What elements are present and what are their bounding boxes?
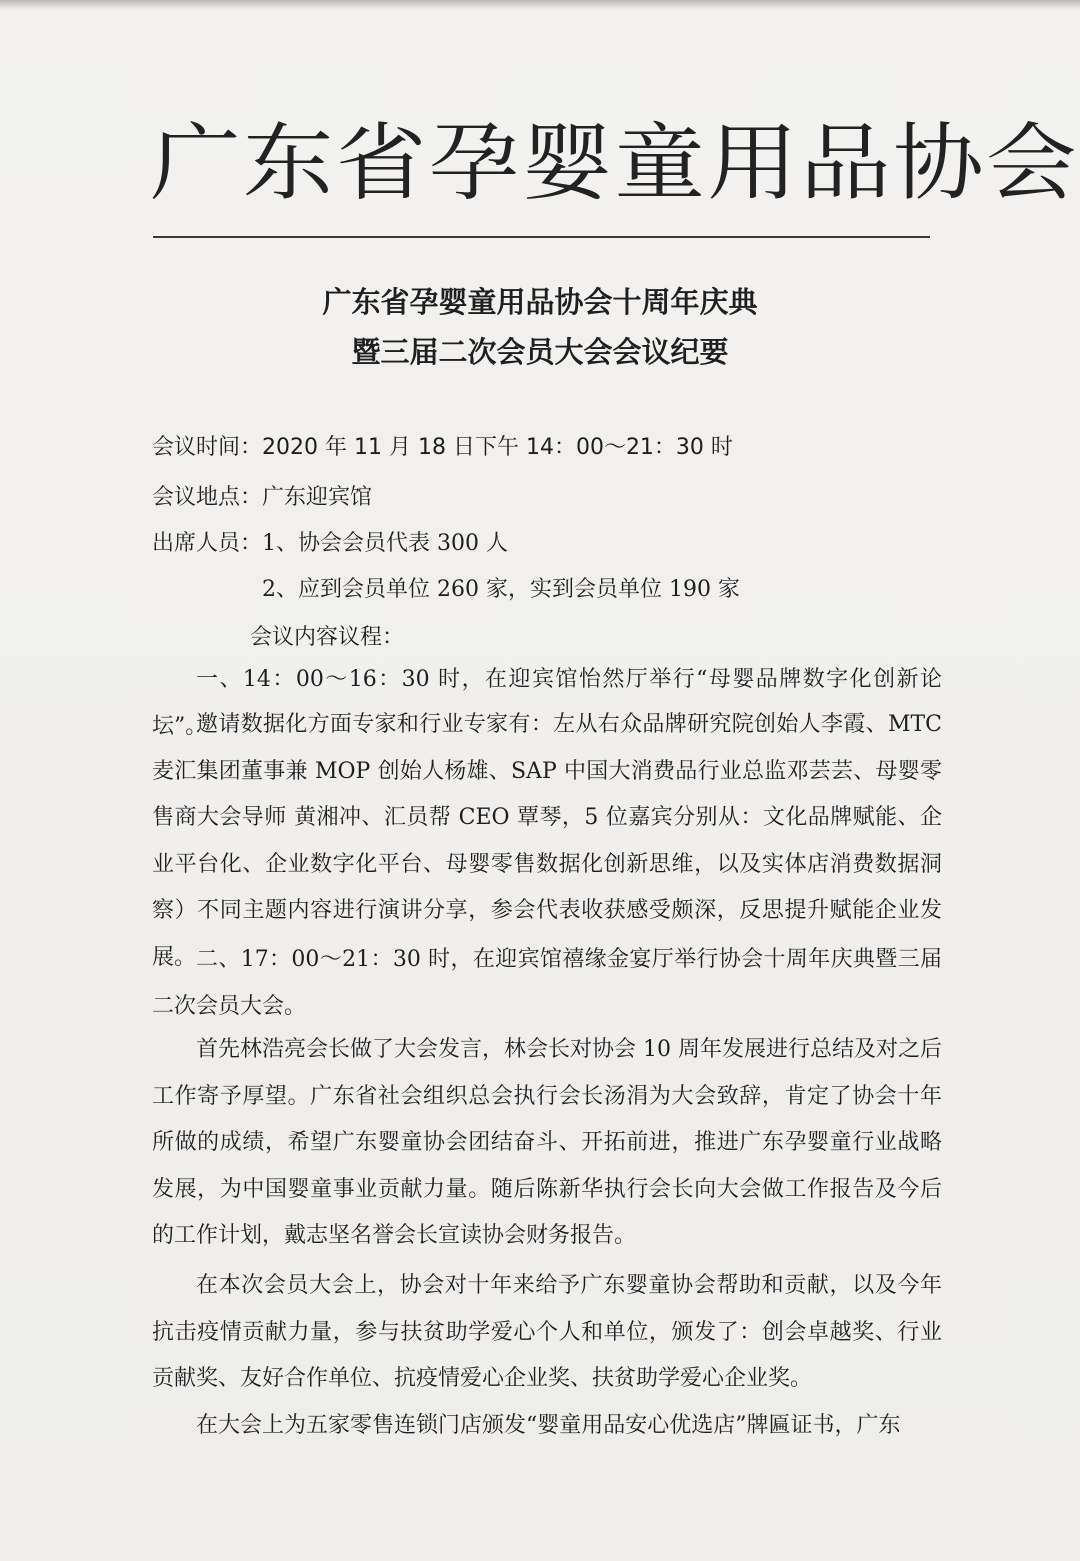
attendees-row [152, 526, 508, 557]
letterhead-divider [153, 236, 930, 238]
attendees-item-2: 2、应到会员单位 260 家，实到会员单位 190 家 [262, 577, 740, 602]
letterhead-title: 广东省孕婴童用品协会 [150, 114, 1079, 212]
agenda-paragraph-1: 一、14：00～16：30 时，在迎宾馆怡然厅举行“母婴品牌数字化创新论坛”。 [152, 667, 942, 739]
meeting-place-label: 会议地点： [152, 485, 263, 510]
agenda-paragraph-3: 二、17：00～21：30 时，在迎宾馆禧缘金宴厅举行协会十周年庆典暨三届二次会员大会。 [152, 947, 942, 1019]
agenda-paragraph-6: 在大会上为五家零售连锁门店颁发“婴童用品安心优选店”牌匾证书，广东 [196, 1413, 901, 1438]
agenda-heading: 会议内容议程： [250, 625, 405, 650]
agenda-paragraph-5: 在本次会员大会上，协会对十年来给予广东婴童协会帮助和贡献，以及今年抗击疫情贡献力量，参与扶贫助学爱心个人和单位，颁发了：创会卓越奖、行业贡献奖、友好合作单位、抗疫情爱心企业奖、扶贫助学爱心企业奖。 [152, 1273, 942, 1391]
meeting-place-row [152, 480, 372, 511]
attendees-item-1: 1、协会会员代表 300 人 [262, 531, 508, 556]
agenda-paragraph-4: 首先林浩亮会长做了大会发言，林会长对协会 10 周年发展进行总结及对之后工作寄予厚望。广东省社会组织总会执行会长汤涓为大会致辞，肯定了协会十年所做的成绩，希望广东婴童协会团结奋斗、开拓前进，推进广东孕婴童行业战略发展，为中国婴童事业贡献力量。随后陈新华执行会长向大会做工作报告及今后的工作计划，戴志坚名誉会长宣读协会财务报告。 [152, 1037, 942, 1248]
document-title-line-1: 广东省孕婴童用品协会十周年庆典 [322, 285, 758, 319]
meeting-place-value: 广东迎宾馆 [262, 485, 373, 510]
agenda-paragraph-2: 邀请数据化方面专家和行业专家有：左从右众品牌研究院创始人李霞、MTC 麦汇集团董事兼 MOP 创始人杨雄、SAP 中国大消费品行业总监邓芸芸、母婴零售商大会导师 黄湘冲、汇员帮 CEO 覃琴，5 位嘉宾分别从：文化品牌赋能、企业平台化、企业数字化平台、母婴零售数据化创新思维，以及实体店消费数据洞察）不同主题内容进行演讲分享，参会代表收获感受颇深，反思提升赋能企业发展。 [152, 712, 942, 970]
meeting-time-row [152, 430, 733, 461]
meeting-time-label: 会议时间： [152, 435, 263, 460]
meeting-time-value: 2020 年 11 月 18 日下午 14：00～21：30 时 [262, 435, 733, 460]
document-title-line-2: 暨三届二次会员大会会议纪要 [351, 335, 729, 369]
attendees-label: 出席人员： [152, 531, 263, 556]
scan-edge-shadow [0, 0, 1080, 10]
